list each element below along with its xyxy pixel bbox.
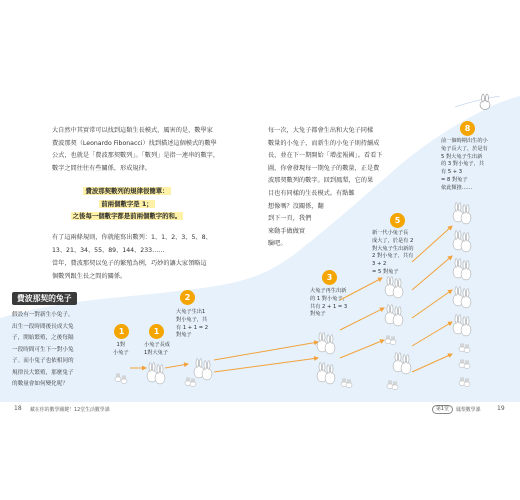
note-line: 共有 2 + 1 = 3	[310, 303, 348, 310]
text-line: 每一次，大兔子都會生出和大兔子同樣	[268, 127, 374, 134]
left-page-number: 18	[14, 405, 22, 412]
stage6-rabbits	[453, 203, 471, 387]
note-line: 大兔子再生出新	[310, 288, 347, 294]
highlight-line: 費波那契數列的規律很簡單：	[85, 187, 169, 195]
note-line: 對兔子	[310, 311, 326, 318]
stage1-rabbits	[115, 374, 127, 384]
note-line: 前一個時期出生的小	[441, 138, 488, 144]
stage2-note	[144, 342, 170, 358]
stage4-badge: 3	[322, 270, 337, 285]
text-line: 驗吧。	[268, 240, 287, 248]
text-line: 的數量會如何變化呢？	[12, 381, 68, 387]
text-line: 長，並在下一期開始「增產報國」。看看下	[268, 152, 383, 160]
section-title: 費波那契的兔子	[12, 292, 77, 305]
text-line: 公式，也就是「費波那契數列」。「數列」是指一連串的數字，	[52, 152, 220, 160]
note-line: 新一代小兔子長	[372, 230, 409, 236]
chapter-tag: 第1堂	[432, 405, 453, 414]
note-line: 有 1 + 1 = 2	[176, 324, 209, 331]
text-line: 圖，你會發現每一期兔子的數量，正是費	[268, 164, 380, 172]
text-line: 到下一頁，我們	[268, 215, 312, 223]
stage3-rabbits	[185, 359, 212, 387]
note-line: 2 對小兔子，共有	[372, 253, 414, 260]
stage4-rabbits	[317, 333, 352, 388]
text-line: 來動手做做實	[268, 227, 306, 235]
text-line: 出生一段時間後長成大兔	[12, 323, 74, 330]
note-line: 對小兔子，共	[176, 316, 208, 323]
text-line: 數量的小兔子，而新生的小兔子則持續成	[268, 139, 380, 147]
note-line: 1對	[116, 342, 126, 348]
text-line: 費波那契（Leonardo Fibonacci）找到描述這個模式的數學	[52, 139, 217, 147]
stage4-note	[310, 288, 348, 319]
text-line: 波那契數列的數字。回到鳳梨，它的果	[268, 177, 374, 185]
text-line: 數字之間往往有些關係，形成規律。	[52, 164, 151, 172]
note-line: 兔子長大了，於是有	[441, 145, 488, 152]
note-line: 成大了，於是有 2	[372, 237, 414, 244]
stage2-badge: 1	[149, 324, 164, 339]
text-line: 一段時間可生下一對小兔	[12, 346, 74, 353]
right-chapter-title: 鳳梨數學課	[456, 407, 481, 413]
highlight-line: 前兩個數字是 1；	[101, 199, 153, 208]
stage5-badge: 5	[390, 213, 405, 228]
note-line: 對大兔子生出新的	[372, 245, 414, 252]
stage2-rabbits	[147, 363, 165, 385]
highlight-line: 之後每一個數字都是前兩個數字的和。	[72, 212, 182, 220]
text-line: 13、21、34、55、89、144、233……	[52, 246, 165, 254]
note-line: 大兔子生出1	[176, 309, 206, 315]
note-line: 小兔子	[113, 349, 129, 356]
text-line: 規律長大繁殖，那麼兔子	[12, 369, 74, 376]
text-line: 大自然中其實常可以找到這類生長模式，厲害的是，數學家	[52, 127, 213, 134]
text-line: 假設有一對新生小兔子，	[12, 312, 74, 318]
right-page-number: 19	[497, 405, 505, 412]
note-line: 小兔子長成	[144, 342, 170, 348]
text-line: 子，開始繁殖，之後每隔	[12, 335, 74, 341]
note-line: 有 5 + 3	[441, 169, 463, 176]
note-line: 5 對大兔子生出新	[441, 153, 483, 160]
text-line: 有了這兩條規則，你就能寫出數列：1、1、2、3、5、8、	[52, 234, 212, 241]
text-line: 當年，費波那契以兔子的繁殖為例，巧妙的讓大家領略這	[52, 260, 207, 268]
note-line: 1對大兔子	[144, 349, 169, 356]
text-line: 子。而小兔子也依相同的	[12, 358, 74, 364]
text-line: 想像嗎？沒關係，翻	[268, 202, 324, 210]
note-line: 對兔子	[176, 332, 192, 339]
text-line: 個數列跟生長之間的關係。	[52, 272, 127, 280]
note-line: 依此類推……	[441, 184, 473, 191]
stage6-note	[441, 138, 488, 193]
stage1-badge: 1	[114, 324, 129, 339]
text-line: 目也有同樣的生長模式。有點難	[268, 189, 355, 197]
note-line: = 5 對兔子	[372, 268, 399, 275]
note-line: 的 3 對小兔子，共	[441, 161, 484, 168]
note-line: 的 1 對小兔子，	[310, 295, 348, 302]
note-line: = 8 對兔子	[441, 176, 468, 183]
stage5-note	[372, 230, 414, 277]
stage3-note	[176, 309, 208, 340]
stage1-note	[113, 342, 129, 358]
left-book-title: 藏在你的數學關鍵！12堂生活數學課	[30, 407, 110, 413]
stage6-badge: 8	[460, 121, 475, 136]
note-line: 3 + 2	[372, 261, 387, 268]
stage5-rabbits	[385, 277, 411, 390]
stage3-badge: 2	[180, 290, 195, 305]
